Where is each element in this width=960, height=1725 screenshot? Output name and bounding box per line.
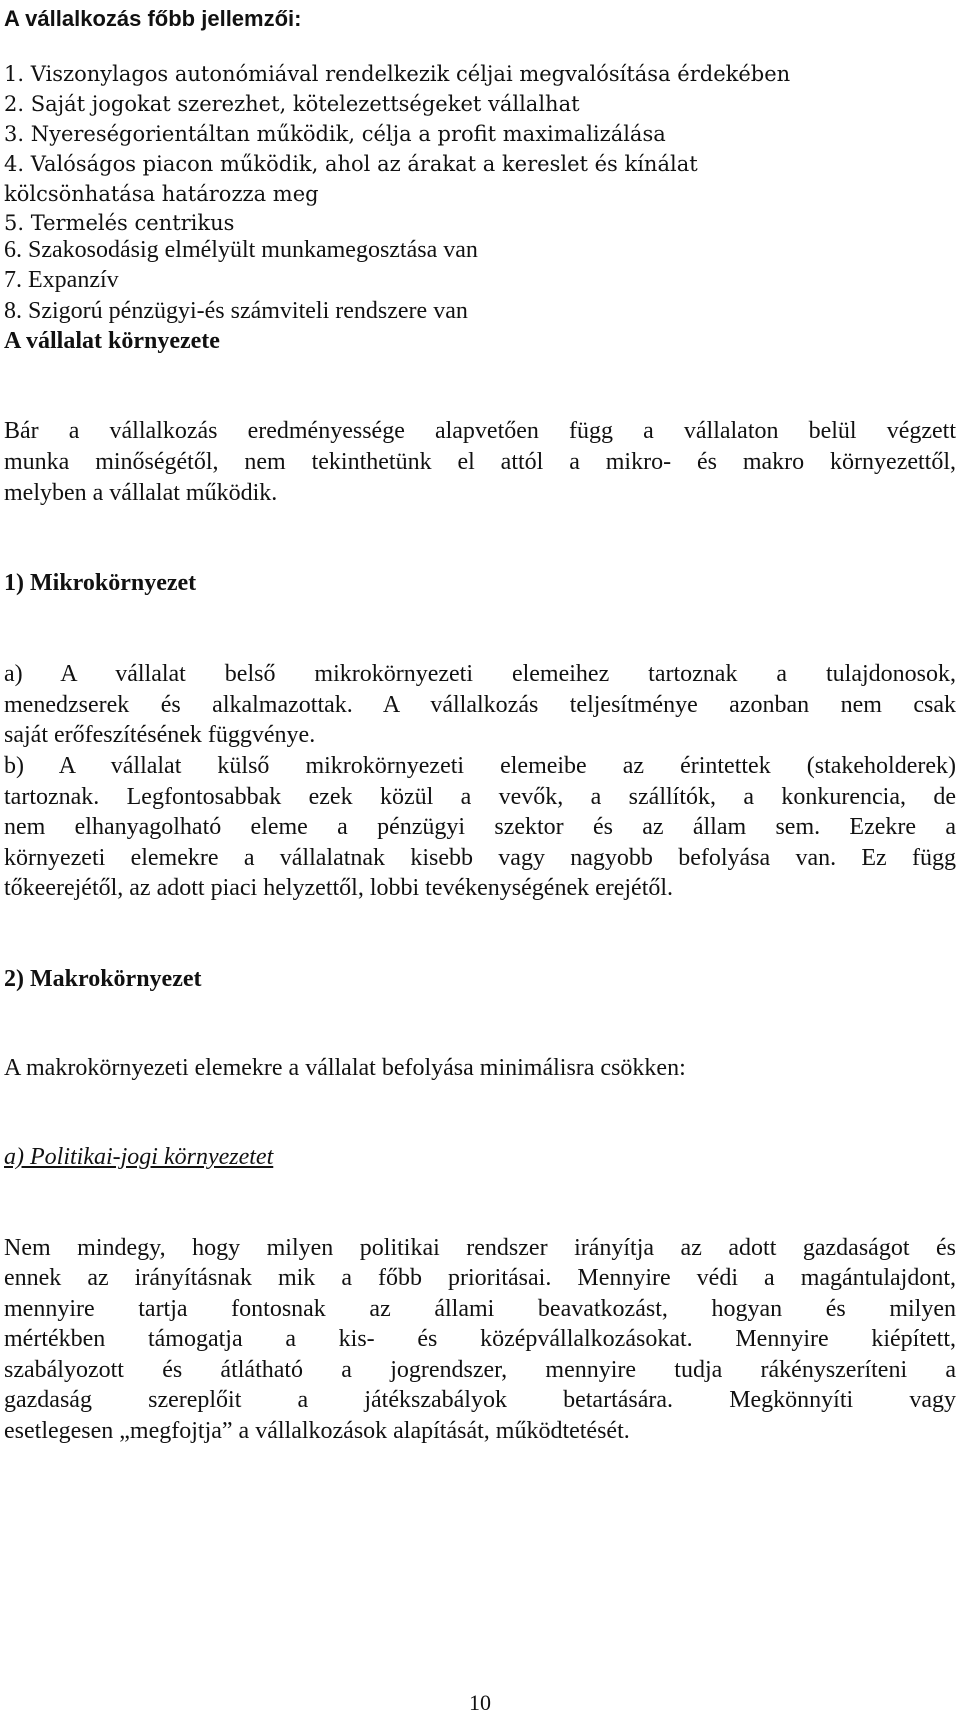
feature-item: 7. Expanzív xyxy=(4,267,119,293)
section-title-macro: 2) Makrokörnyezet xyxy=(4,966,202,992)
feature-item: 5. Termelés centrikus xyxy=(4,211,235,235)
paragraph-line: munka minőségétől, nem tekinthetünk el attól a mikro- és makro környezettől, xyxy=(4,449,956,475)
paragraph-line: melyben a vállalat működik. xyxy=(4,480,278,506)
paragraph-line: esetlegesen „megfojtja” a vállalkozások alapítását, működtetését. xyxy=(4,1418,630,1444)
paragraph-line: nem elhanyagolható eleme a pénzügyi szektor és az állam sem. Ezekre a xyxy=(4,814,956,840)
paragraph-line: szabályozott és átlátható a jogrendszer, mennyire tudja rákényszeríteni a xyxy=(4,1357,956,1383)
paragraph-line: környezeti elemekre a vállalatnak kisebb vagy nagyobb befolyása van. Ez függ xyxy=(4,845,956,871)
feature-item: 3. Nyereségorientáltan működik, célja a profit maximalizálása xyxy=(4,122,666,146)
paragraph-line: ennek az irányításnak mik a főbb prioritásai. Mennyire védi a magántulajdont, xyxy=(4,1265,956,1291)
feature-item: 4. Valóságos piacon működik, ahol az árakat a kereslet és kínálat xyxy=(4,152,698,176)
feature-item: 1. Viszonylagos autonómiával rendelkezik céljai megvalósítása érdekében xyxy=(4,62,791,86)
subsection-title-political: a) Politikai-jogi környezetet xyxy=(4,1144,274,1170)
paragraph-line: Nem mindegy, hogy milyen politikai rendszer irányítja az adott gazdaságot és xyxy=(4,1235,956,1261)
paragraph-line: tőkeerejétől, az adott piaci helyzettől, lobbi tevékenységének erejétől. xyxy=(4,875,674,901)
paragraph-line: Bár a vállalkozás eredményessége alapvetően függ a vállalaton belül végzett xyxy=(4,418,956,444)
paragraph-line: a) A vállalat belső mikrokörnyezeti elemeihez tartoznak a tulajdonosok, xyxy=(4,661,956,687)
paragraph-line: A makrokörnyezeti elemekre a vállalat befolyása minimálisra csökken: xyxy=(4,1055,686,1081)
feature-item: 6. Szakosodásig elmélyült munkamegosztása van xyxy=(4,237,478,263)
page-number: 10 xyxy=(469,1690,491,1715)
paragraph-line: gazdaság szereplőit a játékszabályok betartására. Megkönnyíti vagy xyxy=(4,1387,956,1413)
feature-item: kölcsönhatása határozza meg xyxy=(4,182,319,206)
section-title-environment: A vállalat környezete xyxy=(4,328,220,354)
paragraph-line: b) A vállalat külső mikrokörnyezeti elemeibe az érintettek (stakeholderek) xyxy=(4,753,956,779)
section-title-micro: 1) Mikrokörnyezet xyxy=(4,570,197,596)
feature-item: 2. Saját jogokat szerezhet, kötelezettségeket vállalhat xyxy=(4,92,580,116)
paragraph-line: mértékben támogatja a kis- és középvállalkozásokat. Mennyire kiépített, xyxy=(4,1326,956,1352)
paragraph-line: mennyire tartja fontosnak az állami beavatkozást, hogyan és milyen xyxy=(4,1296,956,1322)
paragraph-line: tartoznak. Legfontosabbak ezek közül a vevők, a szállítók, a konkurencia, de xyxy=(4,784,956,810)
paragraph-line: saját erőfeszítésének függvénye. xyxy=(4,722,316,748)
feature-item: 8. Szigorú pénzügyi-és számviteli rendszere van xyxy=(4,298,468,324)
page-heading: A vállalkozás főbb jellemzői: xyxy=(4,6,302,31)
paragraph-line: menedzserek és alkalmazottak. A vállalkozás teljesítménye azonban nem csak xyxy=(4,692,956,718)
